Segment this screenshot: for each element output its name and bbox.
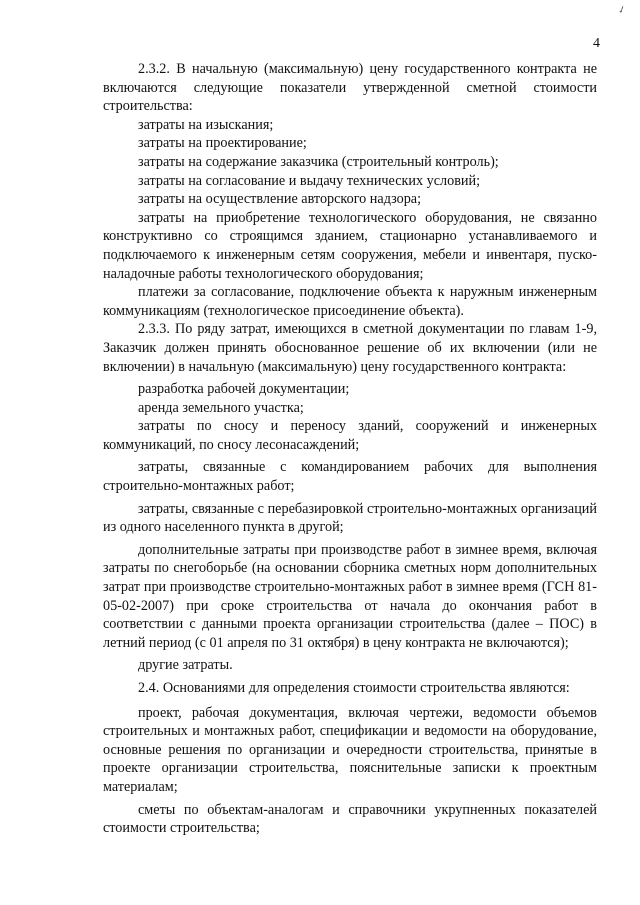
page-number: 4 xyxy=(593,36,600,51)
paragraph: затраты на осуществление авторского надзора; xyxy=(138,191,422,208)
paragraph: 2.3.2. В начальную (максимальную) цену государственного контракта не включаются следующие показатели утвержденной сметной стоимости строительства: xyxy=(103,61,597,115)
paragraph: затраты на приобретение технологического оборудования, не связанно конструктивно со строящимся зданием, стационарно устанавливаемого и подключаемого к инженерным сетям сооружения, мебели и инвентаря, пуско-наладочные работы технологического оборудования; xyxy=(103,209,597,282)
paragraph: платежи за согласование, подключение объекта к наружным инженерным коммуникациям (технологическое присоединение объекта). xyxy=(103,284,597,319)
paragraph: разработка рабочей документации; xyxy=(138,381,350,398)
paragraph: 2.3.3. По ряду затрат, имеющихся в сметной документации по главам 1-9, Заказчик должен принять обоснованное решение об их включении (или не включении) в начальную (максимальную) цену государственного контракта: xyxy=(103,321,597,375)
document-body xyxy=(103,60,597,838)
paragraph: другие затраты. xyxy=(138,657,233,674)
paragraph: проект, рабочая документация, включая чертежи, ведомости объемов строительных и монтажных работ, спецификации и ведомости на оборудование, основные решения по организации и очередности строительства, принятые в проекте организации строительства, пояснительные записки к проектным материалам; xyxy=(103,704,597,795)
paragraph: затраты на содержание заказчика (строительный контроль); xyxy=(138,153,499,170)
paragraph: аренда земельного участка; xyxy=(138,399,304,416)
paragraph: затраты на проектирование; xyxy=(138,135,307,152)
paragraph: затраты по сносу и переносу зданий, сооружений и инженерных коммуникаций, по сносу лесонасаждений; xyxy=(103,418,597,453)
corner-mark: ✓ xyxy=(616,3,629,18)
paragraph: 2.4. Основаниями для определения стоимости строительства являются: xyxy=(138,680,570,696)
paragraph: затраты на изыскания; xyxy=(138,116,274,133)
paragraph: дополнительные затраты при производстве работ в зимнее время, включая затраты по снегоборьбе (на основании сборника сметных норм дополнительных затрат при производстве строительно-монтажных работ в зимнее время (ГСН 81-05-02-2007) при сроке строительства от начала до окончания работ в соответствии с данными проекта организации строительства (далее – ПОС) в летний период (с 01 апреля по 31 октября) в цену контракта не включаются); xyxy=(103,541,597,651)
paragraph: сметы по объектам-аналогам и справочники укрупненных показателей стоимости строительства; xyxy=(103,801,597,837)
paragraph: затраты, связанные с перебазировкой строительно-монтажных организаций из одного населенного пункта в другой; xyxy=(103,500,597,536)
paragraph: затраты, связанные с командированием рабочих для выполнения строительно-монтажных работ; xyxy=(103,459,597,495)
paragraph: затраты на согласование и выдачу технических условий; xyxy=(138,172,481,189)
